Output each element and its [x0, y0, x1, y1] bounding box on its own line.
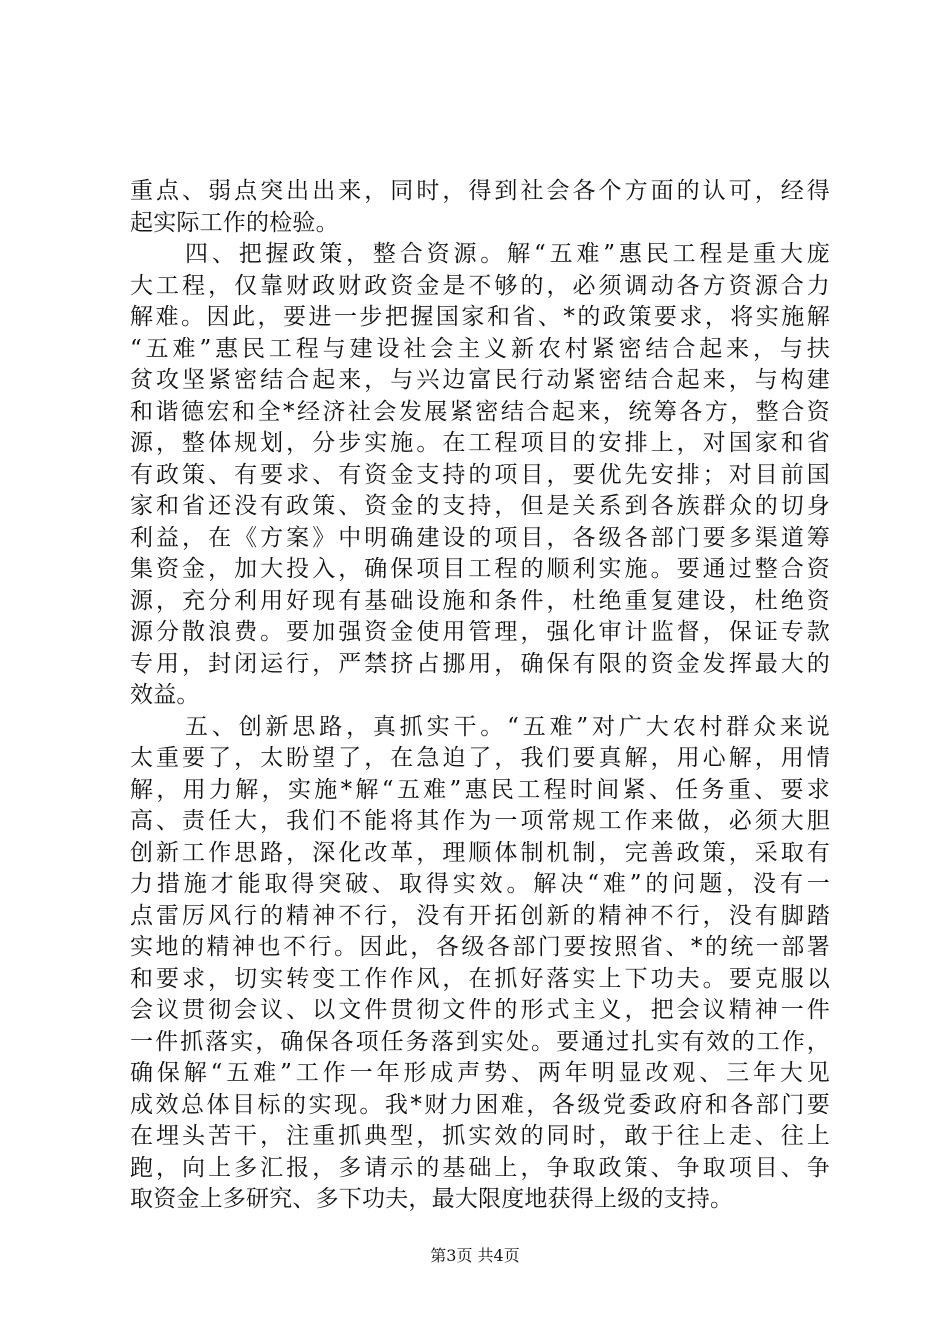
text-line: 利益，在《方案》中明确建设的项目，各级各部门要多渠道筹: [130, 524, 830, 551]
text-line: 确保解“五难”工作一年形成声势、两年明显改观、三年大见: [130, 1060, 830, 1086]
text-line: 效益。: [130, 682, 200, 708]
text-line: 成效总体目标的实现。我*财力困难，各级党委政府和各部门要: [130, 1091, 830, 1118]
text-line: 点雷厉风行的精神不行，没有开拓创新的精神不行，没有脚踏: [130, 902, 830, 929]
text-line: 集资金，加大投入，确保项目工程的顺利实施。要通过整合资: [130, 556, 830, 582]
page-footer: 第3页 共4页: [430, 1246, 520, 1265]
text-line: 大工程，仅靠财政财政资金是不够的，必须调动各方资源合力: [130, 272, 830, 299]
text-line: 重点、弱点突出出来，同时，得到社会各个方面的认可，经得: [130, 178, 830, 204]
text-line: 源分散浪费。要加强资金使用管理，强化审计监督，保证专款: [130, 619, 830, 645]
text-line: 源，整体规划，分步实施。在工程项目的安排上，对国家和省: [130, 430, 830, 456]
text-line: 力措施才能取得突破、取得实效。解决“难”的问题，没有一: [130, 871, 830, 897]
text-line: 解，用力解，实施*解“五难”惠民工程时间紧、任务重、要求: [130, 776, 830, 803]
text-line: 高、责任大，我们不能将其作为一项常规工作来做，必须大胆: [130, 808, 830, 834]
text-line: 贫攻坚紧密结合起来，与兴边富民行动紧密结合起来，与构建: [130, 367, 830, 393]
text-line: “五难”惠民工程与建设社会主义新农村紧密结合起来，与扶: [130, 335, 830, 362]
text-line: 取资金上多研究、多下功夫，最大限度地获得上级的支持。: [130, 1186, 734, 1212]
text-line: 源，充分利用好现有基础设施和条件，杜绝重复建设，杜绝资: [130, 587, 830, 614]
text-line: 有政策、有要求、有资金支持的项目，要优先安排；对目前国: [130, 461, 830, 488]
text-line: 专用，封闭运行，严禁挤占挪用，确保有限的资金发挥最大的: [130, 650, 830, 677]
text-line: 会议贯彻会议、以文件贯彻文件的形式主义，把会议精神一件: [130, 997, 830, 1023]
text-line: 起实际工作的检验。: [130, 209, 339, 236]
text-line: 太重要了，太盼望了，在急迫了，我们要真解，用心解，用情: [130, 745, 830, 771]
text-line: 和谐德宏和全*经济社会发展紧密结合起来，统筹各方，整合资: [130, 398, 830, 425]
text-line: 和要求，切实转变工作作风，在抓好落实上下功夫。要克服以: [130, 965, 830, 992]
text-line: 在埋头苦干，注重抓典型，抓实效的同时，敢于往上走、往上: [130, 1123, 830, 1149]
text-line: 解难。因此，要进一步把握国家和省、*的政策要求，将实施解: [130, 304, 830, 330]
text-line: 跑，向上多汇报，多请示的基础上，争取政策、争取项目、争: [130, 1154, 830, 1181]
text-line: 四、把握政策，整合资源。解“五难”惠民工程是重大庞: [185, 241, 830, 267]
document-body: [130, 176, 830, 1216]
text-line: 一件抓落实，确保各项任务落到实处。要通过扎实有效的工作，: [130, 1028, 830, 1055]
text-line: 创新工作思路，深化改革，理顺体制机制，完善政策，采取有: [130, 839, 830, 866]
text-line: 实地的精神也不行。因此，各级各部门要按照省、*的统一部署: [130, 934, 830, 960]
text-line: 家和省还没有政策、资金的支持，但是关系到各族群众的切身: [130, 493, 830, 519]
text-line: 五、创新思路，真抓实干。“五难”对广大农村群众来说: [185, 713, 830, 740]
